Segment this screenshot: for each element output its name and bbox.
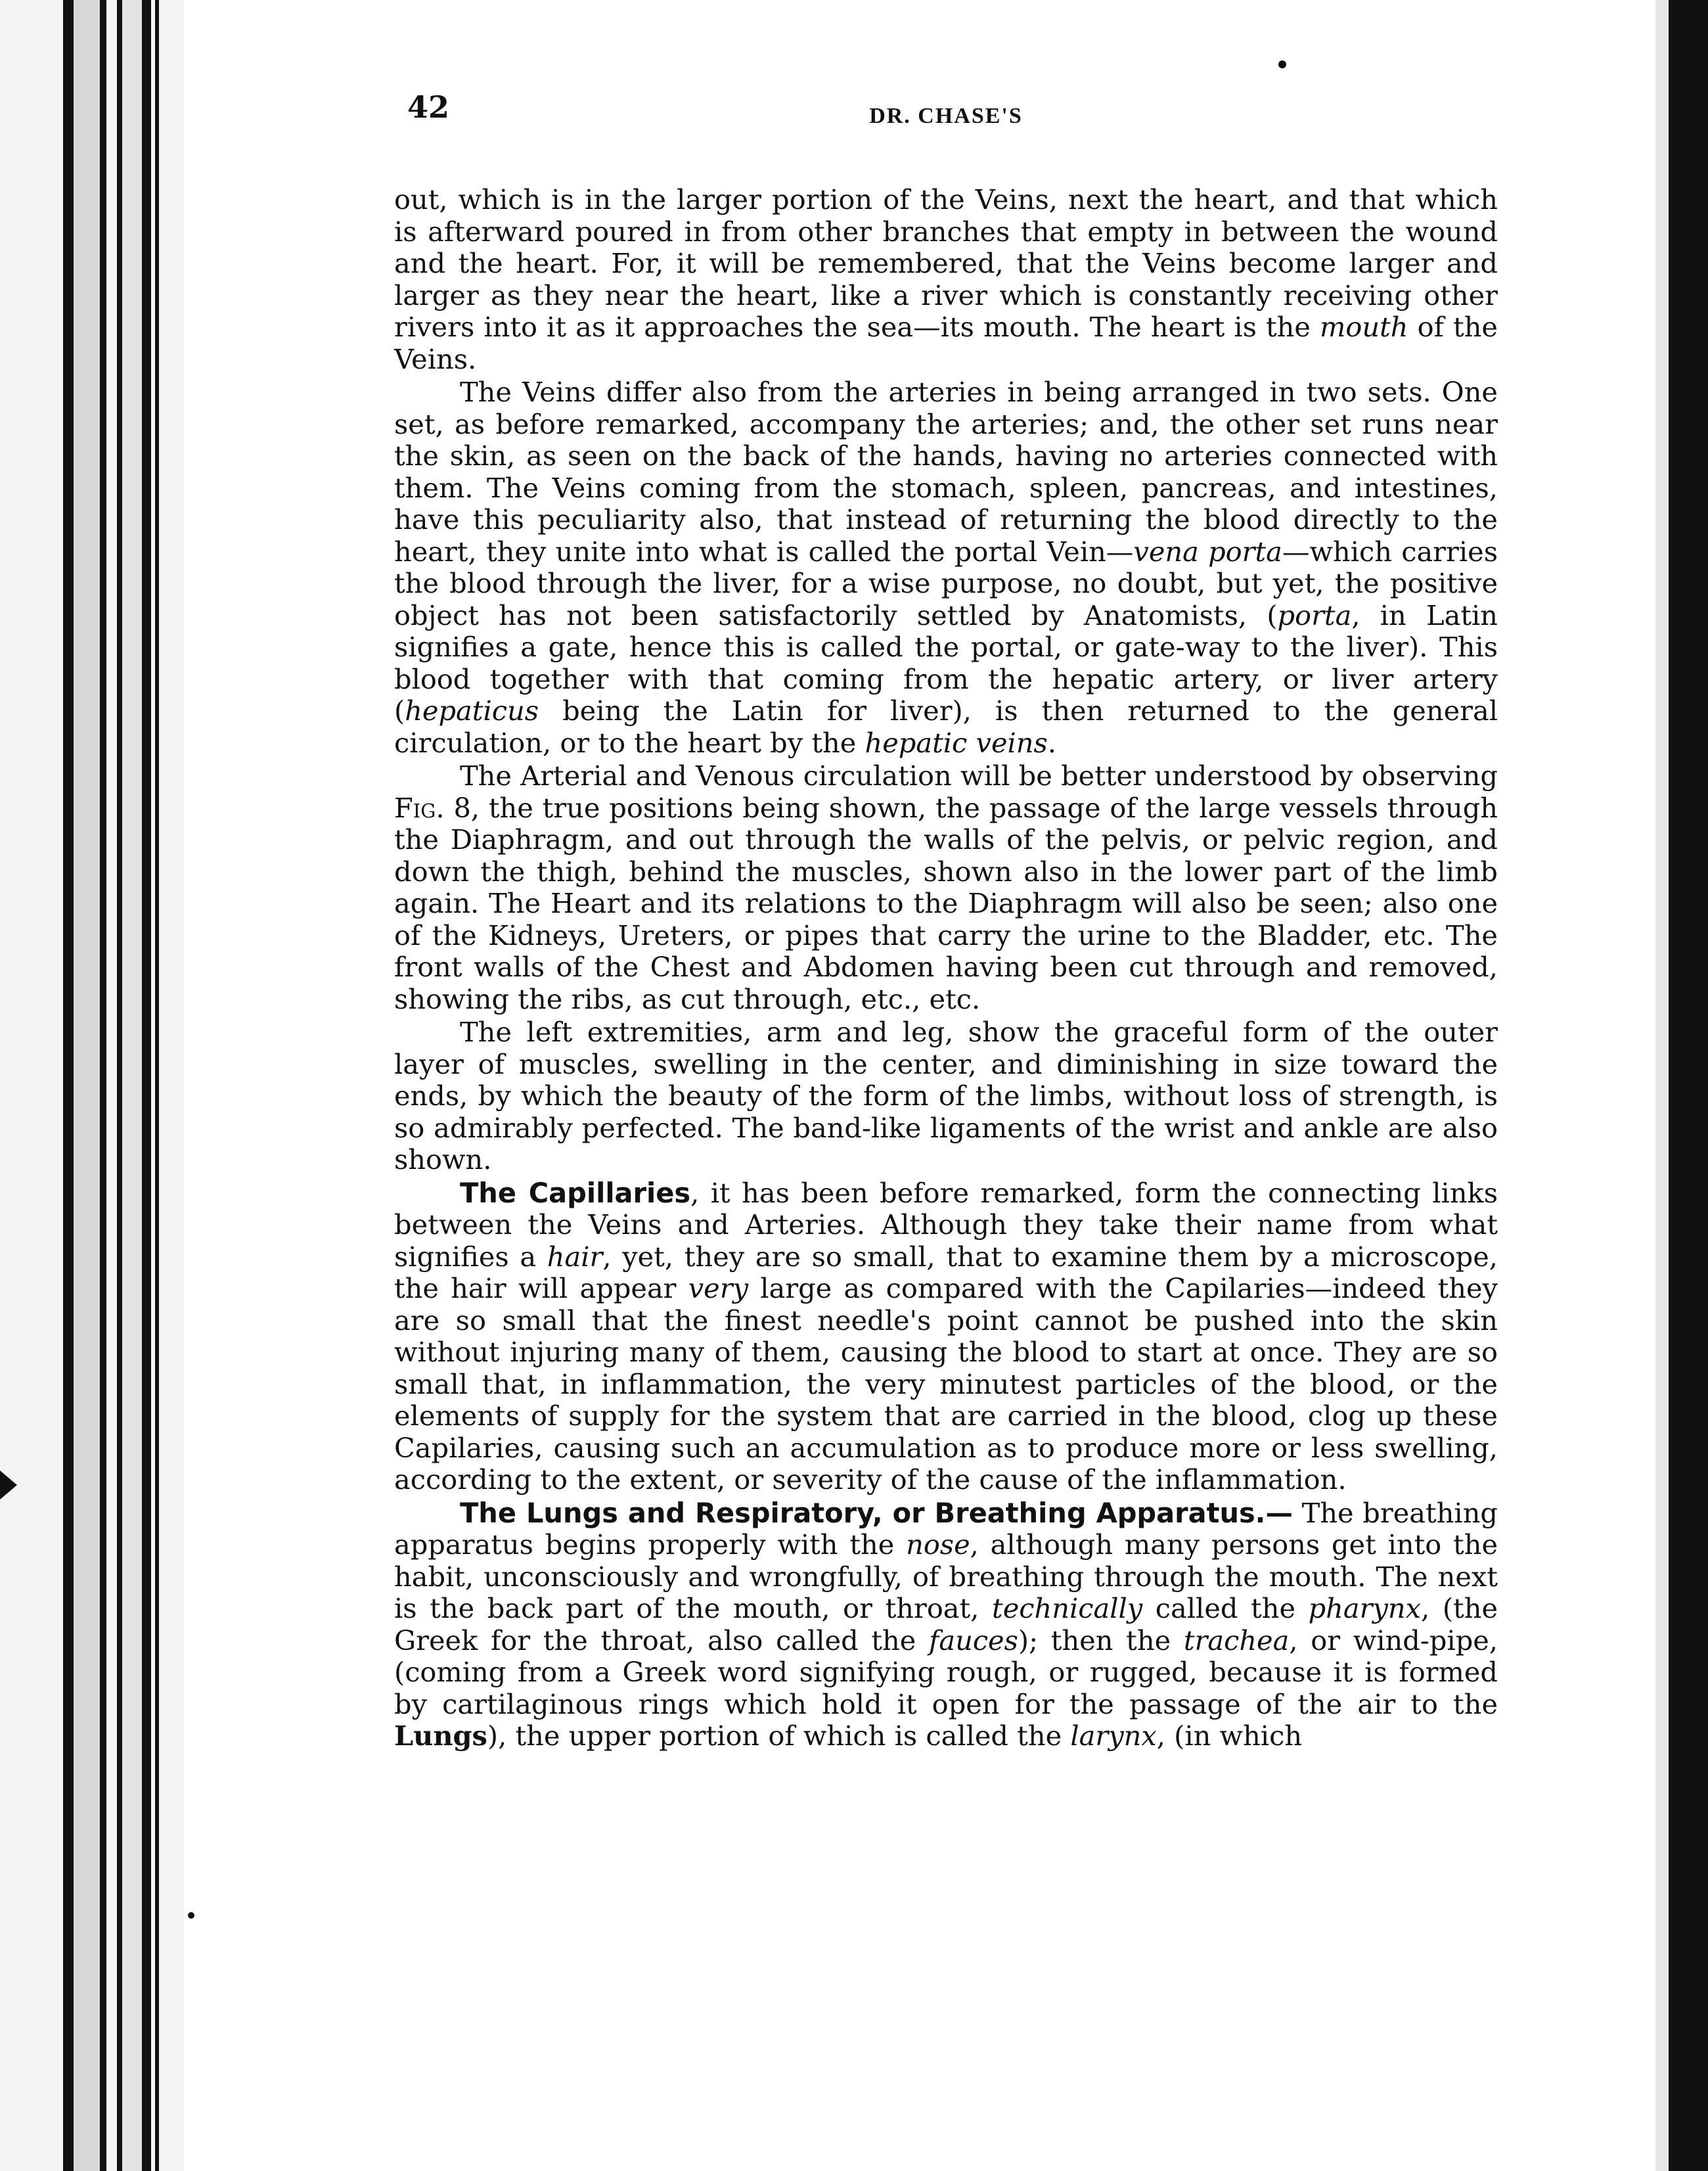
binding-edge-band bbox=[122, 0, 142, 2171]
text-segment: , the true positions being shown, the passage of the large vessels through the Diaphragm, and out through the walls of the pelvis, or pelvic region, and down the thigh, behind the muscles, shown also in the lower part of the limb again. The Heart and its relations to the Diaphragm will also be seen; also one of the Kidneys, Ureters, or pipes that carry the urine to the Bladder, etc. The front walls of the Chest and Abdomen having been cut through and removed, showing the ribs, as cut through, etc., etc. bbox=[394, 791, 1498, 1015]
text-segment: , yet, they are so small, that to examine them by a microscope, the hair will appear bbox=[394, 1240, 1498, 1304]
text-segment: nose bbox=[906, 1528, 970, 1561]
right-page-edge-shade bbox=[1655, 0, 1669, 2171]
text-segment: hepatic veins bbox=[865, 726, 1048, 759]
ink-speck bbox=[188, 1912, 194, 1919]
ink-speck bbox=[1278, 60, 1286, 68]
text-segment: vena porta bbox=[1133, 535, 1282, 568]
text-segment: . bbox=[1047, 726, 1056, 759]
binding-edge-line bbox=[155, 0, 159, 2171]
text-segment: called the bbox=[1142, 1592, 1309, 1624]
binding-edge-line bbox=[142, 0, 151, 2171]
binding-edge-band bbox=[74, 0, 100, 2171]
paragraph-p2 bbox=[394, 377, 1498, 759]
text-segment: large as compared with the Capilaries—indeed they are so small that the finest needle's point cannot be pushed into the skin without injuring many of them, causing the blood to start at once. They are so small that, in inflammation, the very minutest particles of the blood, or the elements of supply for the system that are carried in the blood, clog up these Capilaries, causing such an accumulation as to produce more or less swelling, according to the extent, or severity of the cause of the inflammation. bbox=[394, 1272, 1498, 1496]
text-segment: , it has been before remarked, form the connecting links between the Veins and Arteries. Although they take their name from what signifies a bbox=[394, 1176, 1498, 1273]
text-segment: very bbox=[688, 1272, 749, 1304]
text-segment: porta bbox=[1277, 599, 1352, 631]
paragraph-p5 bbox=[394, 1177, 1498, 1496]
text-segment: The Veins differ also from the arteries in being arranged in two sets. One set, as before remarked, accompany the arteries; and, the other set runs near the skin, as seen on the back of the hands, having no arteries connected with them. The Veins coming from the stomach, spleen, pancreas, and intestines, have this peculiarity also, that instead of returning the blood directly to the heart, they unite into what is called the portal Vein— bbox=[394, 376, 1498, 568]
page-number: 42 bbox=[407, 89, 450, 125]
text-segment: being the Latin for liver), is then returned to the general circulation, or to the heart by the bbox=[394, 695, 1498, 759]
text-segment: hepaticus bbox=[405, 695, 539, 727]
body-text bbox=[394, 184, 1498, 1752]
text-segment: Fig. 8 bbox=[394, 791, 471, 824]
text-segment: ), the upper portion of which is called the bbox=[487, 1720, 1071, 1752]
text-segment: pharynx bbox=[1308, 1592, 1422, 1624]
paragraph-p3 bbox=[394, 760, 1498, 1015]
running-head: DR. CHASE'S bbox=[869, 104, 1023, 128]
text-segment: The left extremities, arm and leg, show the graceful form of the outer layer of muscles, swelling in the center, and diminishing in size toward the ends, by which the beauty of the form of the limbs, without loss of strength, is so admirably perfected. The band-like ligaments of the wrist and ankle are also shown. bbox=[394, 1016, 1498, 1176]
text-segment: The breathing apparatus begins properly with the bbox=[394, 1496, 1498, 1561]
binding-edge-line bbox=[117, 0, 122, 2171]
text-segment: , (in which bbox=[1156, 1720, 1303, 1752]
text-segment: mouth bbox=[1320, 311, 1408, 343]
text-segment: , (the Greek for the throat, also called the bbox=[394, 1592, 1498, 1657]
text-segment: technically bbox=[992, 1592, 1143, 1624]
book-page bbox=[394, 85, 1498, 1752]
text-segment: —which carries the blood through the liver, for a wise purpose, no doubt, but yet, the positive object has not been satisfactorily settled by Anatomists, ( bbox=[394, 535, 1498, 631]
binding-edge-line bbox=[63, 0, 74, 2171]
text-segment: The Capillaries bbox=[460, 1176, 691, 1209]
page-header bbox=[394, 85, 1498, 145]
text-segment: The Lungs and Respiratory, or Breathing Apparatus.— bbox=[460, 1496, 1293, 1529]
text-segment: Lungs bbox=[394, 1720, 487, 1752]
text-segment: of the Veins. bbox=[394, 311, 1498, 375]
scan-marker-arrow bbox=[0, 1471, 17, 1499]
text-segment: ); then the bbox=[1018, 1624, 1184, 1657]
text-segment: The Arterial and Venous circulation will be better understood by observing bbox=[460, 760, 1498, 792]
text-segment: , or wind-pipe, (coming from a Greek word signifying rough, or rugged, because it is formed by cartilaginous rings which hold it open for the passage of the air to the bbox=[394, 1624, 1498, 1720]
text-segment: fauces bbox=[928, 1624, 1018, 1657]
text-segment: larynx bbox=[1070, 1720, 1157, 1752]
binding-edge-line bbox=[100, 0, 106, 2171]
text-segment: , in Latin signifies a gate, hence this is called the portal, or gate-way to the liver). This blood together with that coming from the hepatic artery, or liver artery ( bbox=[394, 599, 1498, 727]
text-segment: trachea bbox=[1183, 1624, 1290, 1657]
right-page-edge bbox=[1669, 0, 1708, 2171]
paragraph-p6 bbox=[394, 1497, 1498, 1752]
paragraph-p1 bbox=[394, 184, 1498, 375]
text-segment: hair bbox=[547, 1240, 603, 1273]
paragraph-p4 bbox=[394, 1017, 1498, 1176]
text-segment: , although many persons get into the habit, unconsciously and wrongfully, of breathing through the mouth. The next is the back part of the mouth, or throat, bbox=[394, 1528, 1498, 1624]
text-segment: out, which is in the larger portion of the Veins, next the heart, and that which is afterward poured in from other branches that empty in between the wound and the heart. For, it will be remembered, that the Veins become larger and larger as they near the heart, like a river which is constantly receiving other rivers into it as it approaches the sea—its mouth. The heart is the bbox=[394, 183, 1498, 343]
